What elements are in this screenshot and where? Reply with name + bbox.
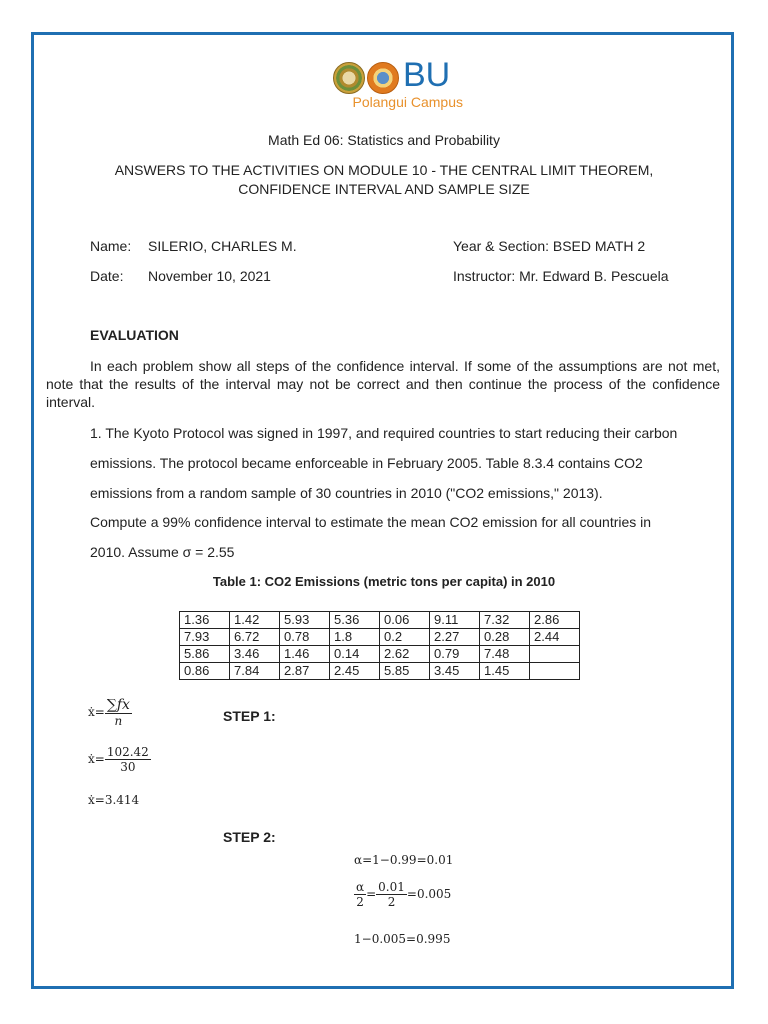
one-minus-calculation: 1−0.005=0.995 [354, 932, 451, 946]
table-cell: 5.85 [380, 663, 430, 680]
table-cell: 7.48 [480, 646, 530, 663]
table-cell: 5.86 [180, 646, 230, 663]
date-label: Date: [90, 268, 124, 284]
problem-line-2: emissions. The protocol became enforceable in February 2005. Table 8.3.4 contains CO2 [90, 455, 643, 471]
value-denominator: 2 [387, 895, 396, 909]
mean-formula [88, 697, 132, 728]
table-row [180, 646, 580, 663]
alpha-denominator: 2 [356, 895, 364, 909]
alpha-calculation: α=1−0.99=0.01 [354, 853, 454, 867]
half-alpha-result: =0.005 [406, 887, 452, 901]
mean-sub-lhs: ẋ= [88, 752, 105, 766]
year-section: Year & Section: BSED MATH 2 [453, 238, 646, 254]
table-cell [530, 663, 580, 680]
table-cell: 2.86 [530, 612, 580, 629]
problem-line-5: 2010. Assume σ = 2.55 [90, 544, 235, 560]
table-cell: 0.28 [480, 629, 530, 646]
table-cell: 0.78 [280, 629, 330, 646]
half-alpha-equals: = [366, 887, 377, 901]
table-cell: 7.32 [480, 612, 530, 629]
mean-sub-denominator: 30 [120, 760, 136, 774]
bu-logo [333, 58, 473, 114]
table-cell: 2.87 [280, 663, 330, 680]
course-title: Math Ed 06: Statistics and Probability [268, 132, 500, 148]
table-row [180, 663, 580, 680]
name-value: SILERIO, CHARLES M. [148, 238, 297, 254]
step-1-heading: STEP 1: [223, 708, 276, 724]
co2-emissions-table [179, 611, 580, 680]
problem-line-3: emissions from a random sample of 30 countries in 2010 ("CO2 emissions," 2013). [90, 485, 603, 501]
table-cell [530, 646, 580, 663]
mean-substitution [88, 745, 151, 774]
value-over-two [376, 880, 407, 909]
mean-sub-numerator: 102.42 [106, 745, 149, 759]
mean-formula-numerator: ∑fx [106, 697, 130, 713]
table-cell: 1.45 [480, 663, 530, 680]
date-value: November 10, 2021 [148, 268, 271, 284]
mean-result: ẋ=3.414 [88, 793, 140, 807]
table-cell: 0.14 [330, 646, 380, 663]
table-cell: 1.42 [230, 612, 280, 629]
table-cell: 2.27 [430, 629, 480, 646]
instructions-paragraph: In each problem show all steps of the confidence interval. If some of the assumptions are not met, note that the results of the interval may not be correct and then continue the process of the confidence interval. [46, 358, 720, 410]
mean-formula-fraction [105, 697, 132, 728]
table-row [180, 629, 580, 646]
instructor: Instructor: Mr. Edward B. Pescuela [453, 268, 669, 284]
table-cell: 2.44 [530, 629, 580, 646]
problem-line-1: 1. The Kyoto Protocol was signed in 1997, and required countries to start reducing their carbon [90, 425, 678, 441]
document-title-line2: CONFIDENCE INTERVAL AND SAMPLE SIZE [238, 181, 530, 197]
table-cell: 3.45 [430, 663, 480, 680]
table-cell: 1.36 [180, 612, 230, 629]
table-cell: 0.2 [380, 629, 430, 646]
problem-line-4: Compute a 99% confidence interval to estimate the mean CO2 emission for all countries in [90, 514, 652, 530]
table-cell: 0.86 [180, 663, 230, 680]
table-cell: 7.84 [230, 663, 280, 680]
table-row [180, 612, 580, 629]
alpha-numerator: α [356, 880, 365, 894]
table-cell: 6.72 [230, 629, 280, 646]
half-alpha-calculation [354, 880, 451, 909]
table-cell: 5.93 [280, 612, 330, 629]
alpha-over-two [354, 880, 366, 909]
university-seal-icon [333, 62, 365, 94]
mean-sub-fraction [105, 745, 151, 774]
table-caption: Table 1: CO2 Emissions (metric tons per capita) in 2010 [212, 574, 556, 589]
table-cell: 2.45 [330, 663, 380, 680]
campus-seal-icon [367, 62, 399, 94]
table-cell: 1.46 [280, 646, 330, 663]
table-cell: 0.06 [380, 612, 430, 629]
table-cell: 7.93 [180, 629, 230, 646]
mean-formula-lhs: ẋ= [88, 705, 105, 719]
value-numerator: 0.01 [378, 880, 405, 894]
table-cell: 9.11 [430, 612, 480, 629]
evaluation-heading: EVALUATION [90, 327, 179, 343]
table-cell: 3.46 [230, 646, 280, 663]
campus-name: Polangui Campus [352, 94, 463, 110]
mean-formula-denominator: n [114, 714, 123, 728]
document-title-line1: ANSWERS TO THE ACTIVITIES ON MODULE 10 - THE CENTRAL LIMIT THEOREM, [114, 162, 654, 178]
table-cell: 1.8 [330, 629, 380, 646]
step-2-heading: STEP 2: [223, 829, 276, 845]
logo-text: BU [403, 56, 451, 94]
table-cell: 2.62 [380, 646, 430, 663]
name-label: Name: [90, 238, 132, 254]
table-cell: 0.79 [430, 646, 480, 663]
table-cell: 5.36 [330, 612, 380, 629]
